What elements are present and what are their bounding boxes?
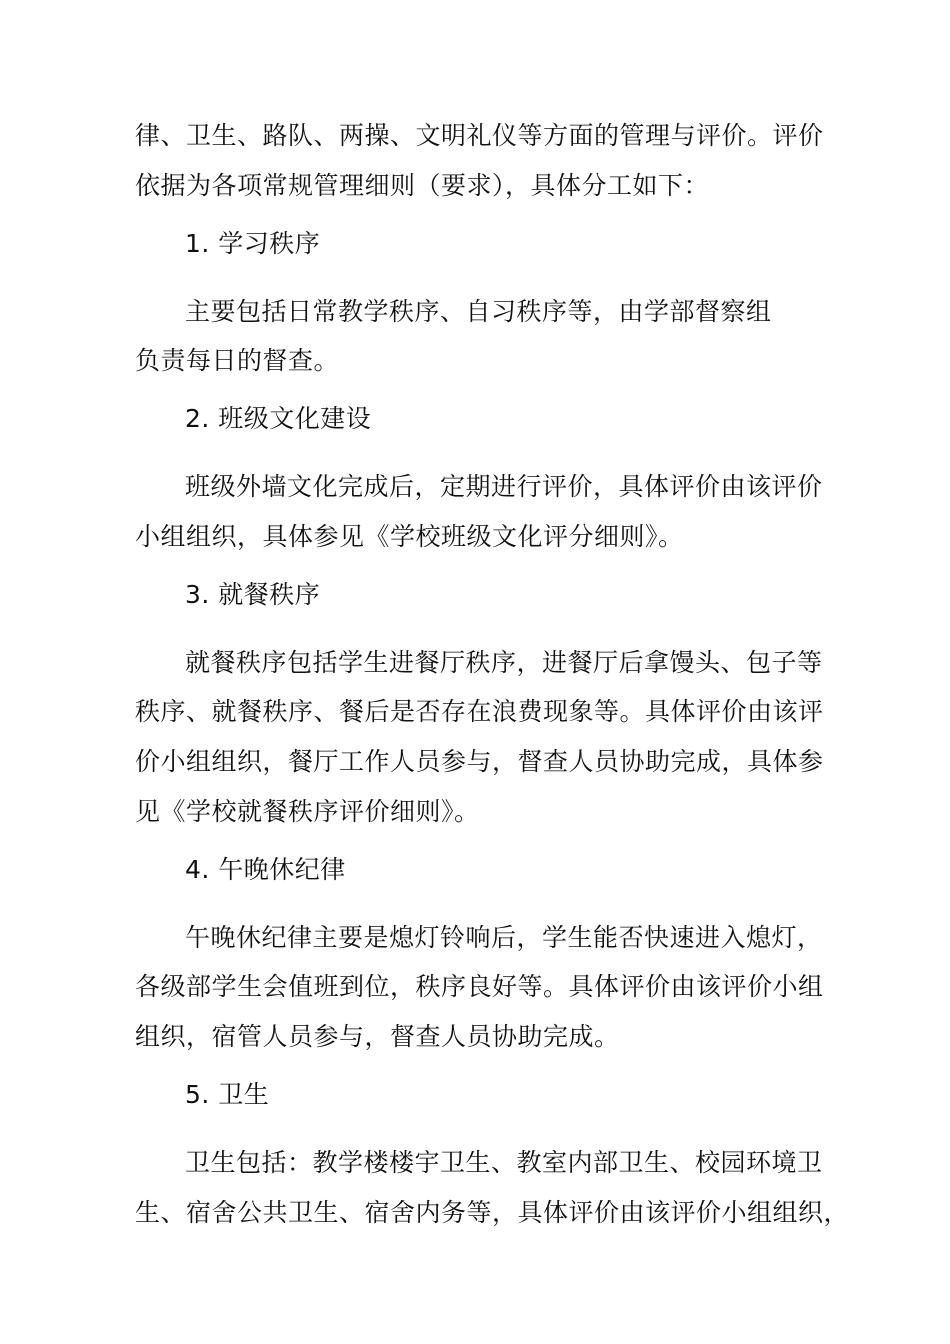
paragraph-line: 律、卫生、路队、两操、文明礼仪等方面的管理与评价。评价 bbox=[135, 121, 824, 150]
section-heading-class-culture: 2. 班级文化建设 bbox=[185, 404, 372, 433]
paragraph-line: 主要包括日常教学秩序、自习秩序等，由学部督察组 bbox=[185, 297, 772, 326]
section-heading-study-order: 1. 学习秩序 bbox=[185, 229, 321, 258]
section-heading-hygiene: 5. 卫生 bbox=[185, 1080, 270, 1109]
section-heading-dining-order: 3. 就餐秩序 bbox=[185, 580, 321, 609]
paragraph-line: 卫生包括：教学楼楼宇卫生、教室内部卫生、校园环境卫 bbox=[185, 1148, 823, 1177]
paragraph-line: 就餐秩序包括学生进餐厅秩序，进餐厅后拿馒头、包子等 bbox=[185, 648, 823, 677]
paragraph-line: 午晚休纪律主要是熄灯铃响后，学生能否快速进入熄灯， bbox=[185, 923, 823, 952]
paragraph-line: 见《学校就餐秩序评价细则》。 bbox=[135, 797, 480, 826]
paragraph-line: 各级部学生会值班到位，秩序良好等。具体评价由该评价小组 bbox=[135, 972, 824, 1001]
paragraph-line: 班级外墙文化完成后，定期进行评价，具体评价由该评价 bbox=[185, 472, 823, 501]
paragraph-line: 价小组组织，餐厅工作人员参与，督查人员协助完成，具体参 bbox=[135, 747, 824, 776]
paragraph-line: 组织，宿管人员参与，督查人员协助完成。 bbox=[135, 1022, 620, 1051]
paragraph-line: 秩序、就餐秩序、餐后是否存在浪费现象等。具体评价由该评 bbox=[135, 697, 824, 726]
paragraph-line: 负责每日的督查。 bbox=[135, 346, 340, 375]
paragraph-line: 小组组织，具体参见《学校班级文化评分细则》。 bbox=[135, 522, 684, 551]
paragraph-line: 生、宿舍公共卫生、宿舍内务等，具体评价由该评价小组组织， bbox=[135, 1198, 850, 1227]
paragraph-line: 依据为各项常规管理细则（要求），具体分工如下： bbox=[135, 171, 710, 200]
section-heading-rest-discipline: 4. 午晚休纪律 bbox=[185, 855, 346, 884]
